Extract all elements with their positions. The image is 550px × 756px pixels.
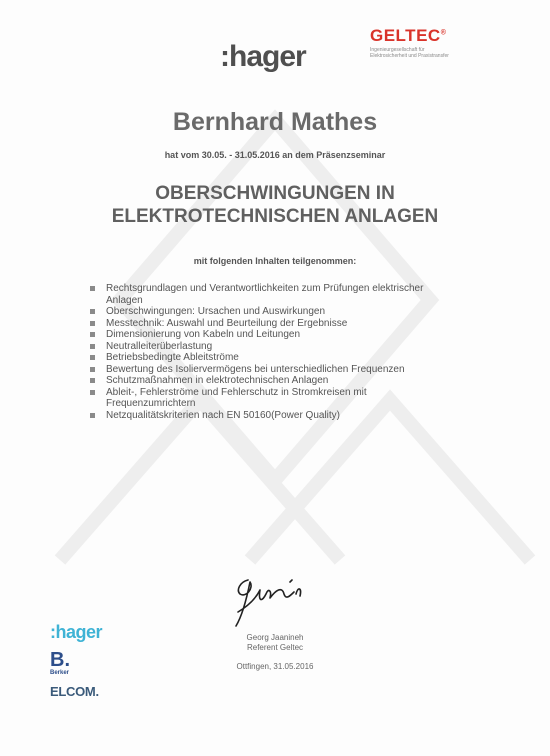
berker-name: Berker	[50, 670, 70, 676]
bullet-icon	[90, 286, 95, 291]
geltec-logo	[370, 26, 510, 59]
list-item: Rechtsgrundlagen und Verantwortlichkeiten zum Prüfungen elektrischer Anlagen	[90, 283, 480, 306]
berker-mark: B.	[50, 649, 70, 671]
place-date: Ottfingen, 31.05.2016	[236, 662, 314, 671]
elcom-logo: ELCOM.	[50, 684, 99, 699]
recipient-name: Bernhard Mathes	[172, 108, 378, 136]
handwritten-signature	[226, 572, 326, 632]
list-item: Ableit-, Fehlerströme und Fehlerschutz in Stromkreisen mit Frequenzumrichtern	[90, 387, 480, 410]
list-item: Dimensionierung von Kabeln und Leitungen	[90, 329, 480, 341]
bullet-icon	[90, 378, 95, 383]
signer-role: Referent Geltec	[246, 643, 304, 652]
list-item: Oberschwingungen: Ursachen und Auswirkungen	[90, 306, 480, 318]
berker-logo	[50, 650, 70, 676]
list-item: Netzqualitätskriterien nach EN 50160(Power Quality)	[90, 410, 480, 422]
bullet-icon	[90, 332, 95, 337]
bullet-icon	[90, 309, 95, 314]
list-item: Neutralleiterüberlastung	[90, 341, 480, 353]
hager-logo-footer: :hager	[50, 622, 103, 642]
bullet-icon	[90, 344, 95, 349]
list-item: Messtechnik: Auswahl und Beurteilung der Ergebnisse	[90, 318, 480, 330]
seminar-period: hat vom 30.05. - 31.05.2016 an dem Präsenzseminar	[164, 150, 386, 160]
course-title: OBERSCHWINGUNGEN IN ELEKTROTECHNISCHEN ANLAGEN	[111, 183, 439, 227]
bullet-icon	[90, 367, 95, 372]
bullet-icon	[90, 321, 95, 326]
list-item: Schutzmaßnahmen in elektrotechnischen Anlagen	[90, 375, 480, 387]
topics-intro: mit folgenden Inhalten teilgenommen:	[193, 256, 357, 266]
geltec-logo-text: GELTEC®	[370, 26, 447, 45]
bullet-icon	[90, 355, 95, 360]
hager-logo: :hager	[220, 40, 306, 73]
geltec-tagline: Ingenieurgesellschaft für Elektrosicherheit und Praxistransfer	[370, 47, 449, 59]
topics-list	[90, 283, 480, 421]
signer-name: Georg Jaanineh	[246, 633, 304, 642]
list-item: Betriebsbedingte Ableitströme	[90, 352, 480, 364]
bullet-icon	[90, 413, 95, 418]
bullet-icon	[90, 390, 95, 395]
list-item: Bewertung des Isoliervermögens bei unterschiedlichen Frequenzen	[90, 364, 480, 376]
